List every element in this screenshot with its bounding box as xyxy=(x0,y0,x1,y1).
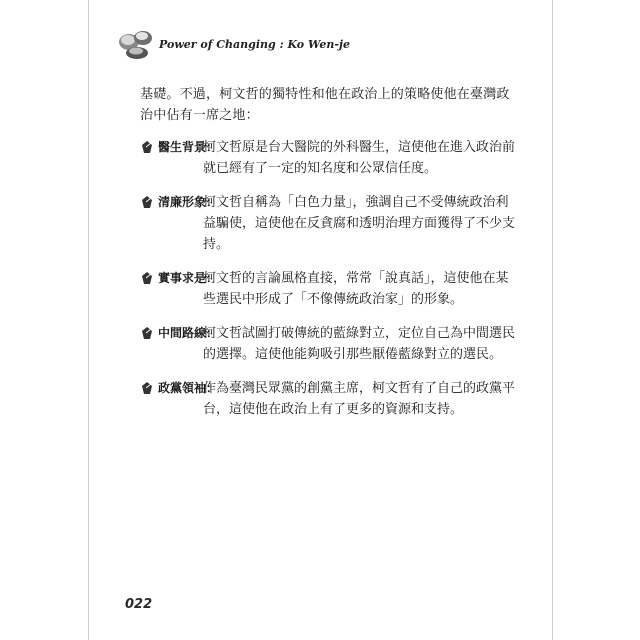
bullet-term: 清廉形象： xyxy=(158,195,219,209)
hand-pointer-icon xyxy=(140,270,154,286)
bullet-text: 柯文哲原是台大醫院的外科醫生，這使他在進入政治前就已經有了一定的知名度和公眾信任度。 xyxy=(203,140,516,176)
bullet-item xyxy=(140,378,520,420)
hand-pointer-icon xyxy=(140,139,154,155)
bullet-item xyxy=(140,323,520,365)
bullet-term: 政黨領袖： xyxy=(158,381,219,395)
header-title: Power of Changing : Ko Wen-je xyxy=(159,38,350,51)
hand-pointer-icon xyxy=(140,325,154,341)
bullet-term: 中間路線： xyxy=(158,326,219,340)
running-header xyxy=(115,26,535,62)
page-edge-right xyxy=(552,0,553,640)
bullet-text: 柯文哲的言論風格直接，常常「說真話」，這使他在某些選民中形成了「不像傳統政治家」的形象。 xyxy=(203,271,509,307)
book-logo-icon xyxy=(115,26,157,62)
bullet-text: 柯文哲自稱為「白色力量」，強調自己不受傳統政治利益騙使，這使他在反貪腐和透明治理方面獲得了不少支持。 xyxy=(203,195,516,252)
bullet-list xyxy=(140,137,520,433)
bullet-item xyxy=(140,268,520,310)
intro-paragraph: 基礎。不過，柯文哲的獨特性和他在政治上的策略使他在臺灣政治中佔有一席之地： xyxy=(140,87,510,123)
bullet-item xyxy=(140,137,520,179)
bullet-text: 柯文哲試圖打破傳統的藍綠對立，定位自己為中間選民的選擇。這使他能夠吸引那些厭倦藍綠對立的選民。 xyxy=(203,326,516,362)
page-edge-left xyxy=(88,0,89,640)
bullet-term: 實事求是： xyxy=(158,271,219,285)
hand-pointer-icon xyxy=(140,380,154,396)
bullet-item xyxy=(140,192,520,255)
hand-pointer-icon xyxy=(140,194,154,210)
bullet-text: 作為臺灣民眾黨的創黨主席，柯文哲有了自己的政黨平台，這使他在政治上有了更多的資源和支持。 xyxy=(203,381,516,417)
page-number: 022 xyxy=(125,597,153,612)
bullet-term: 醫生背景： xyxy=(158,140,219,154)
